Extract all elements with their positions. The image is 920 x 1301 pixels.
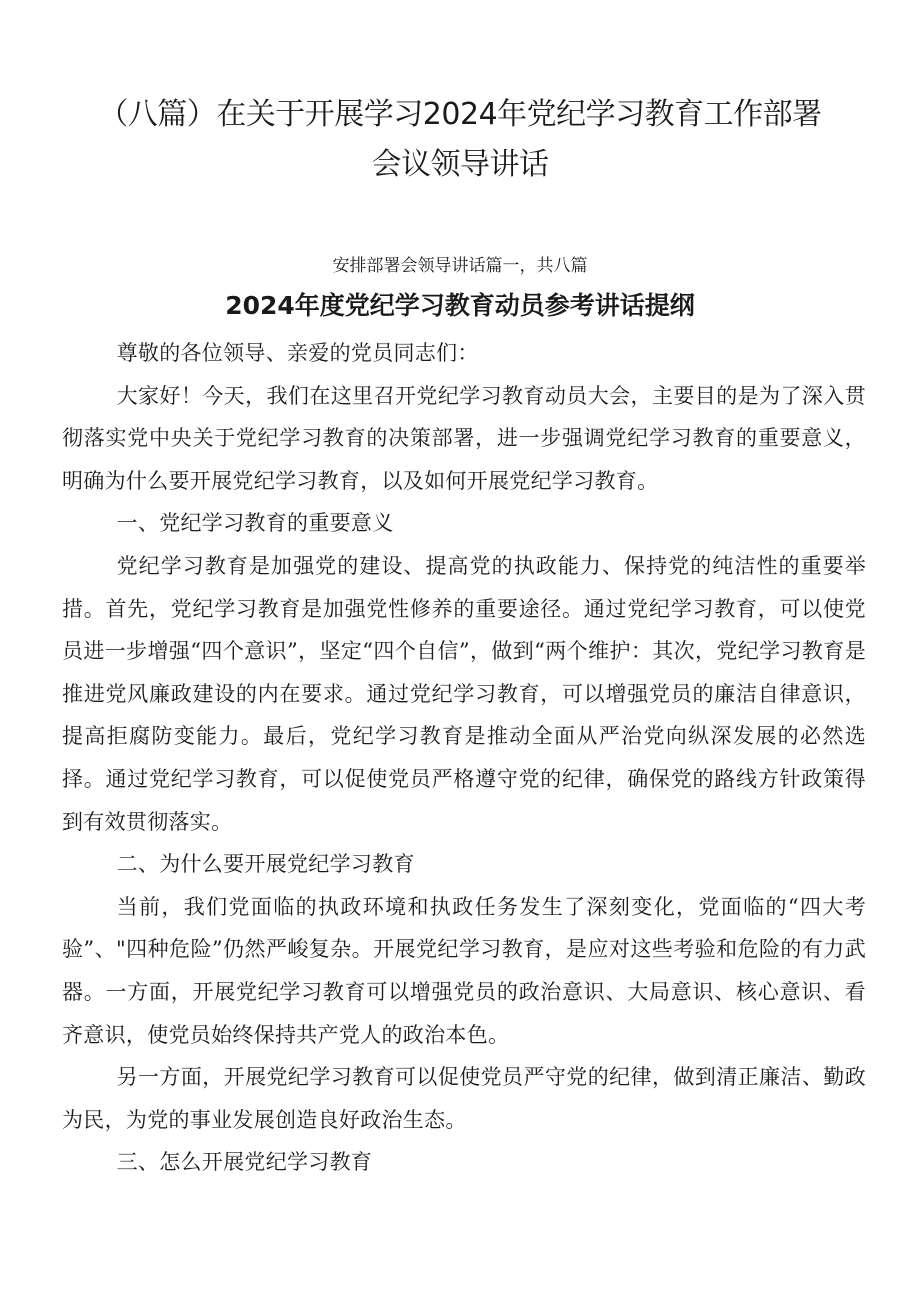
body-paragraph: 党纪学习教育是加强党的建设、提高党的执政能力、保持党的纯洁性的重要举措。首先，党纪学习教育是加强党性修养的重要途径。通过党纪学习教育，可以使党员进一步增强“四个意识”，坚定“四个自信”，做到“两个维护：其次，党纪学习教育是推进党风廉政建设的内在要求。通过党纪学习教育，可以增强党员的廉洁自律意识，提高拒腐防变能力。最后，党纪学习教育是推动全面从严治党向纵深发展的必然选择。通过党纪学习教育，可以促使党员严格遵守党的纪律，确保党的路线方针政策得到有效贯彻落实。 [62,553,866,834]
salutation: 尊敬的各位领导、亲爱的党员同志们： [116,341,479,365]
document-title: （八篇）在关于开展学习2024年党纪学习教育工作部署会议领导讲话 [98,97,822,182]
section-caption: 安排部署会领导讲话篇一，共八篇 [332,256,588,276]
document-body [62,332,866,1184]
body-paragraph: 大家好！今天，我们在这里召开党纪学习教育动员大会，主要目的是为了深入贯彻落实党中央关于党纪学习教育的决策部署，进一步强调党纪学习教育的重要意义，明确为什么要开展党纪学习教育，以及如何开展党纪学习教育。 [62,383,866,493]
section-heading: 三、怎么开展党纪学习教育 [116,1150,373,1175]
body-paragraph: 当前，我们党面临的执政环境和执政任务发生了深刻变化，党面临的“四大考验”、"四种危险”仍然严峻复杂。开展党纪学习教育，是应对这些考验和危险的有力武器。一方面，开展党纪学习教育可以增强党员的政治意识、大局意识、核心意识、看齐意识，使党员始终保持共产党人的政治本色。 [62,894,866,1047]
section-title: 2024年度党纪学习教育动员参考讲话提纲 [225,291,695,320]
body-paragraph: 另一方面，开展党纪学习教育可以促使党员严守党的纪律，做到清正廉洁、勤政为民，为党的事业发展创造良好政治生态。 [62,1065,866,1132]
section-heading: 一、党纪学习教育的重要意义 [116,511,394,536]
section-heading: 二、为什么要开展党纪学习教育 [116,852,415,877]
